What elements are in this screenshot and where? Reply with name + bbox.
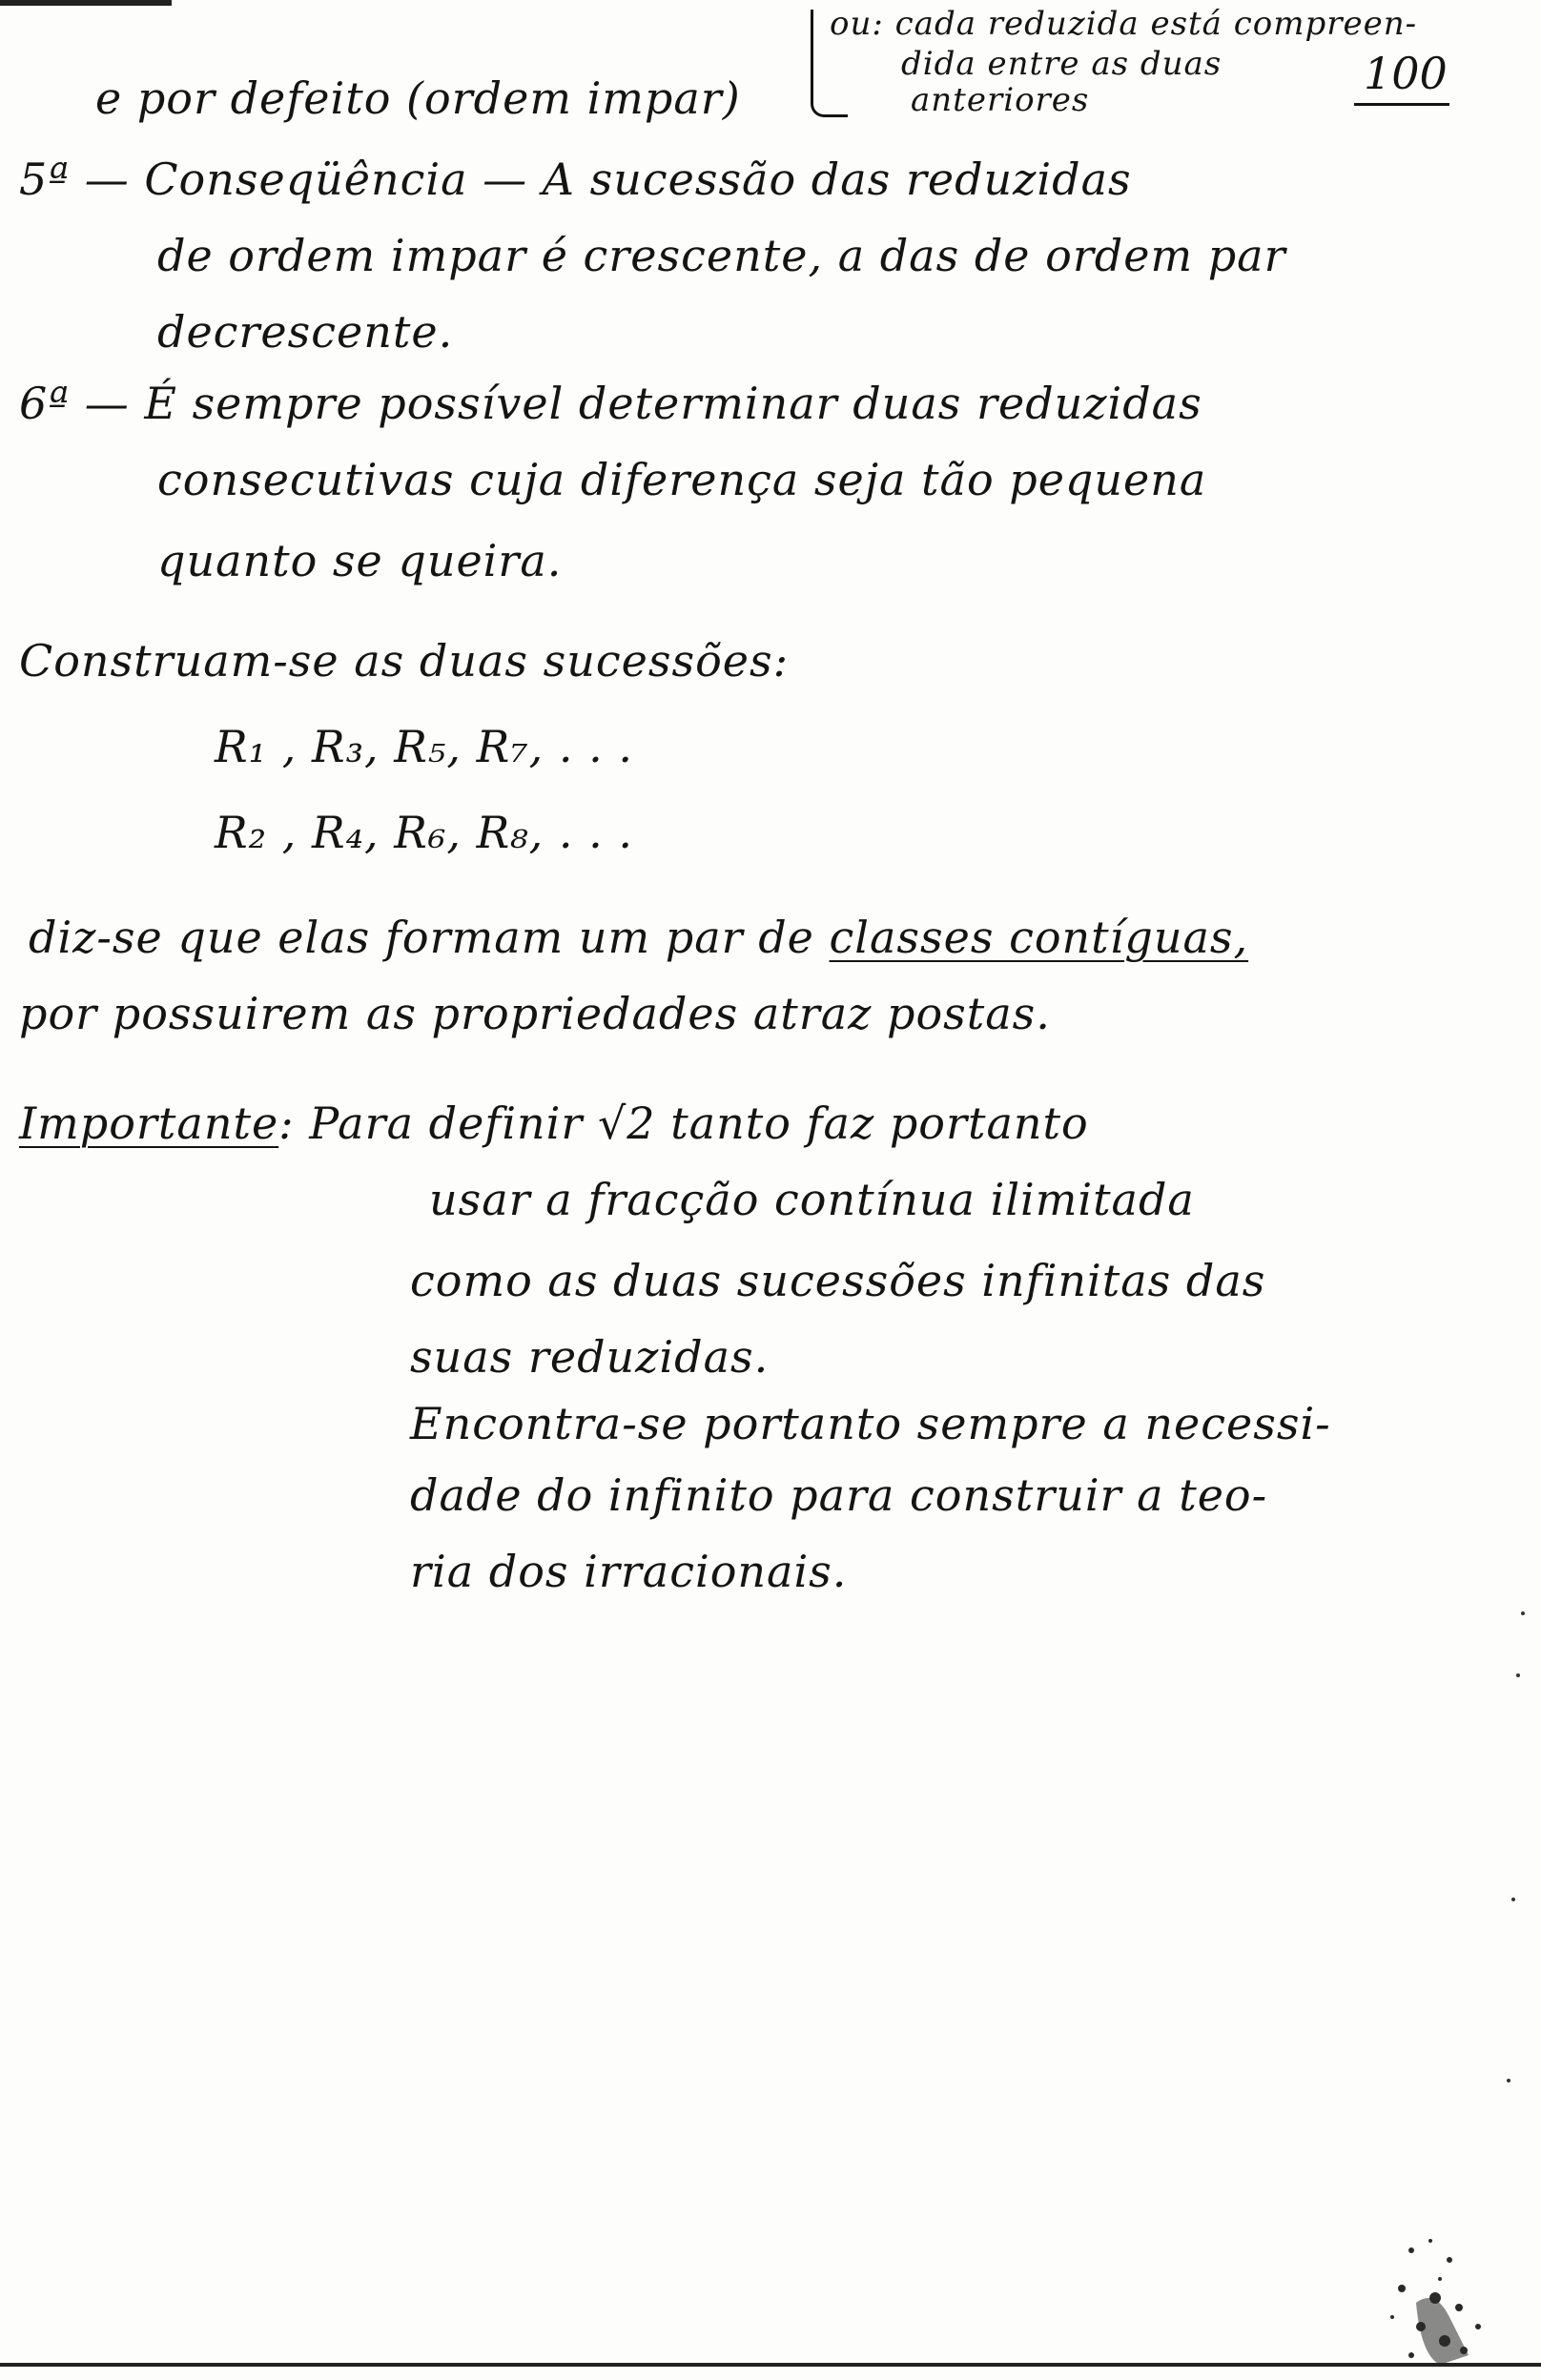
classes-contiguas-emphasis: classes contíguas, [829,912,1249,963]
text-line-13 [19,1098,1089,1149]
text-line-2: 5ª — Conseqüência — A sucessão das reduzidas [19,154,1132,205]
text-line-8: Construam-se as duas sucessões: [19,635,790,687]
margin-note-line-1: ou: cada reduzida está compreen- [830,5,1418,43]
text-line-4: decrescente. [157,306,454,358]
text-line-14: usar a fracção contínua ilimitada [429,1174,1195,1225]
scan-smudge [1345,2212,1488,2374]
page-number-underline [1354,103,1449,106]
scan-speck [1521,1611,1525,1615]
text-line-7: quanto se queira. [157,535,563,586]
even-reduzidas-sequence: R₂ , R₄, R₆, R₈, . . . [215,807,634,858]
text-line-5: 6ª — É sempre possível determinar duas reduzidas [19,378,1202,429]
scan-speck [1507,2079,1510,2082]
text-line-6: consecutivas cuja diferença seja tão pequena [157,454,1207,505]
margin-note-line-3: anteriores [911,81,1090,119]
text-line-11-start: diz-se que elas formam um par de [29,912,830,963]
scan-speck [1511,1898,1515,1901]
text-line-18: dade do infinito para construir a teo- [410,1469,1268,1521]
page-number: 100 [1364,48,1448,99]
text-line-15: como as duas sucessões infinitas das [410,1255,1266,1306]
text-line-13-rest: : Para definir √2 tanto faz portanto [278,1098,1089,1149]
text-line-11 [29,912,1249,963]
text-line-17: Encontra-se portanto sempre a necessi- [410,1398,1331,1449]
margin-note-line-2: dida entre as duas [901,45,1223,83]
text-line-1: e por defeito (ordem impar) [95,72,741,124]
text-line-16: suas reduzidas. [410,1331,770,1383]
scan-edge-mark [0,0,172,6]
text-line-19: ria dos irracionais. [410,1546,848,1597]
scan-speck [1516,1673,1520,1677]
page-bottom-edge [0,2363,1541,2367]
text-line-12: por possuirem as propriedades atraz postas. [19,988,1051,1039]
text-line-3: de ordem impar é crescente, a das de ordem par [157,230,1286,281]
odd-reduzidas-sequence: R₁ , R₃, R₅, R₇, . . . [215,721,634,772]
importante-heading: Importante [19,1098,279,1149]
